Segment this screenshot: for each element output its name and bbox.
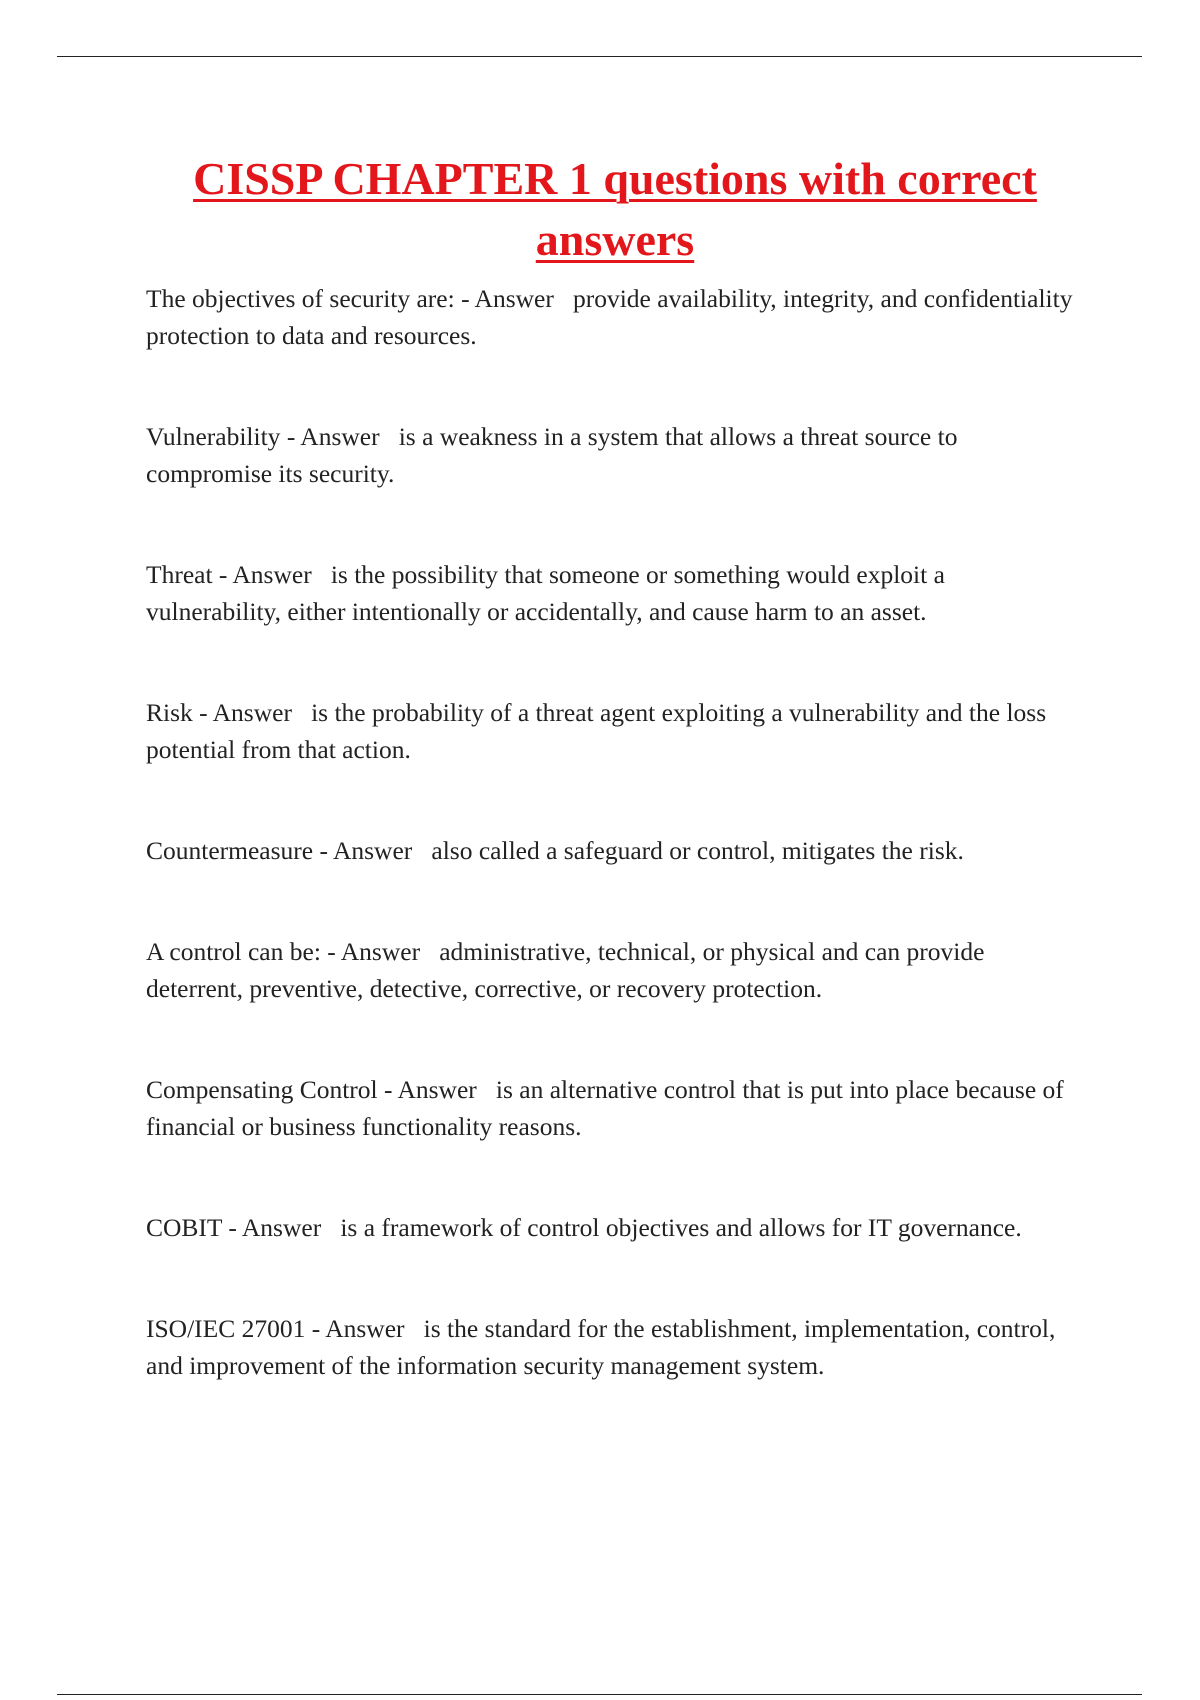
question-text: Compensating Control	[146, 1075, 378, 1104]
answer-text: provide availability, integrity, and confidentiality protection to data and resources.	[146, 284, 1079, 350]
bottom-divider	[57, 1694, 1142, 1695]
answer-separator: - Answer	[222, 1213, 341, 1242]
answer-text: is the probability of a threat agent exploiting a vulnerability and the loss potential from that action.	[146, 698, 1053, 764]
question-text: Vulnerability	[146, 422, 281, 451]
question-text: Risk	[146, 698, 193, 727]
qa-item	[146, 933, 1086, 1007]
answer-text: is the possibility that someone or something would exploit a vulnerability, either intentionally or accidentally, and cause harm to an asset.	[146, 560, 952, 626]
answer-separator: - Answer	[313, 836, 432, 865]
qa-item	[146, 280, 1086, 354]
question-text: COBIT	[146, 1213, 223, 1242]
answer-text: is a weakness in a system that allows a threat source to compromise its security.	[146, 422, 964, 488]
qa-item	[146, 418, 1086, 492]
question-text: A control can be:	[146, 937, 321, 966]
qa-item	[146, 832, 1086, 869]
answer-separator: - Answer	[212, 560, 331, 589]
answer-text: is the standard for the establishment, implementation, control, and improvement of the information security management system.	[146, 1314, 1062, 1380]
question-text: Threat	[146, 560, 213, 589]
qa-item	[146, 694, 1086, 768]
page-title: CISSP CHAPTER 1 questions with correct answers	[193, 153, 1037, 265]
answer-separator: - Answer	[377, 1075, 496, 1104]
top-divider	[57, 56, 1142, 57]
answer-separator: - Answer	[280, 422, 399, 451]
qa-item	[146, 1209, 1086, 1246]
qa-list	[146, 280, 1086, 1448]
answer-text: is a framework of control objectives and allows for IT governance.	[340, 1213, 1022, 1242]
answer-separator: - Answer	[305, 1314, 424, 1343]
qa-item	[146, 1310, 1086, 1384]
qa-item	[146, 1071, 1086, 1145]
question-text: ISO/IEC 27001	[146, 1314, 306, 1343]
answer-separator: - Answer	[320, 937, 440, 966]
answer-text: is an alternative control that is put into place because of financial or business functionality reasons.	[146, 1075, 1071, 1141]
answer-text: administrative, technical, or physical and can provide deterrent, preventive, detective, corrective, or recovery protection.	[146, 937, 991, 1003]
question-text: The objectives of security are:	[146, 284, 455, 313]
question-text: Countermeasure	[146, 836, 314, 865]
answer-text: also called a safeguard or control, mitigates the risk.	[431, 836, 964, 865]
qa-item	[146, 556, 1086, 630]
answer-separator: - Answer	[192, 698, 312, 727]
answer-separator: - Answer	[454, 284, 573, 313]
